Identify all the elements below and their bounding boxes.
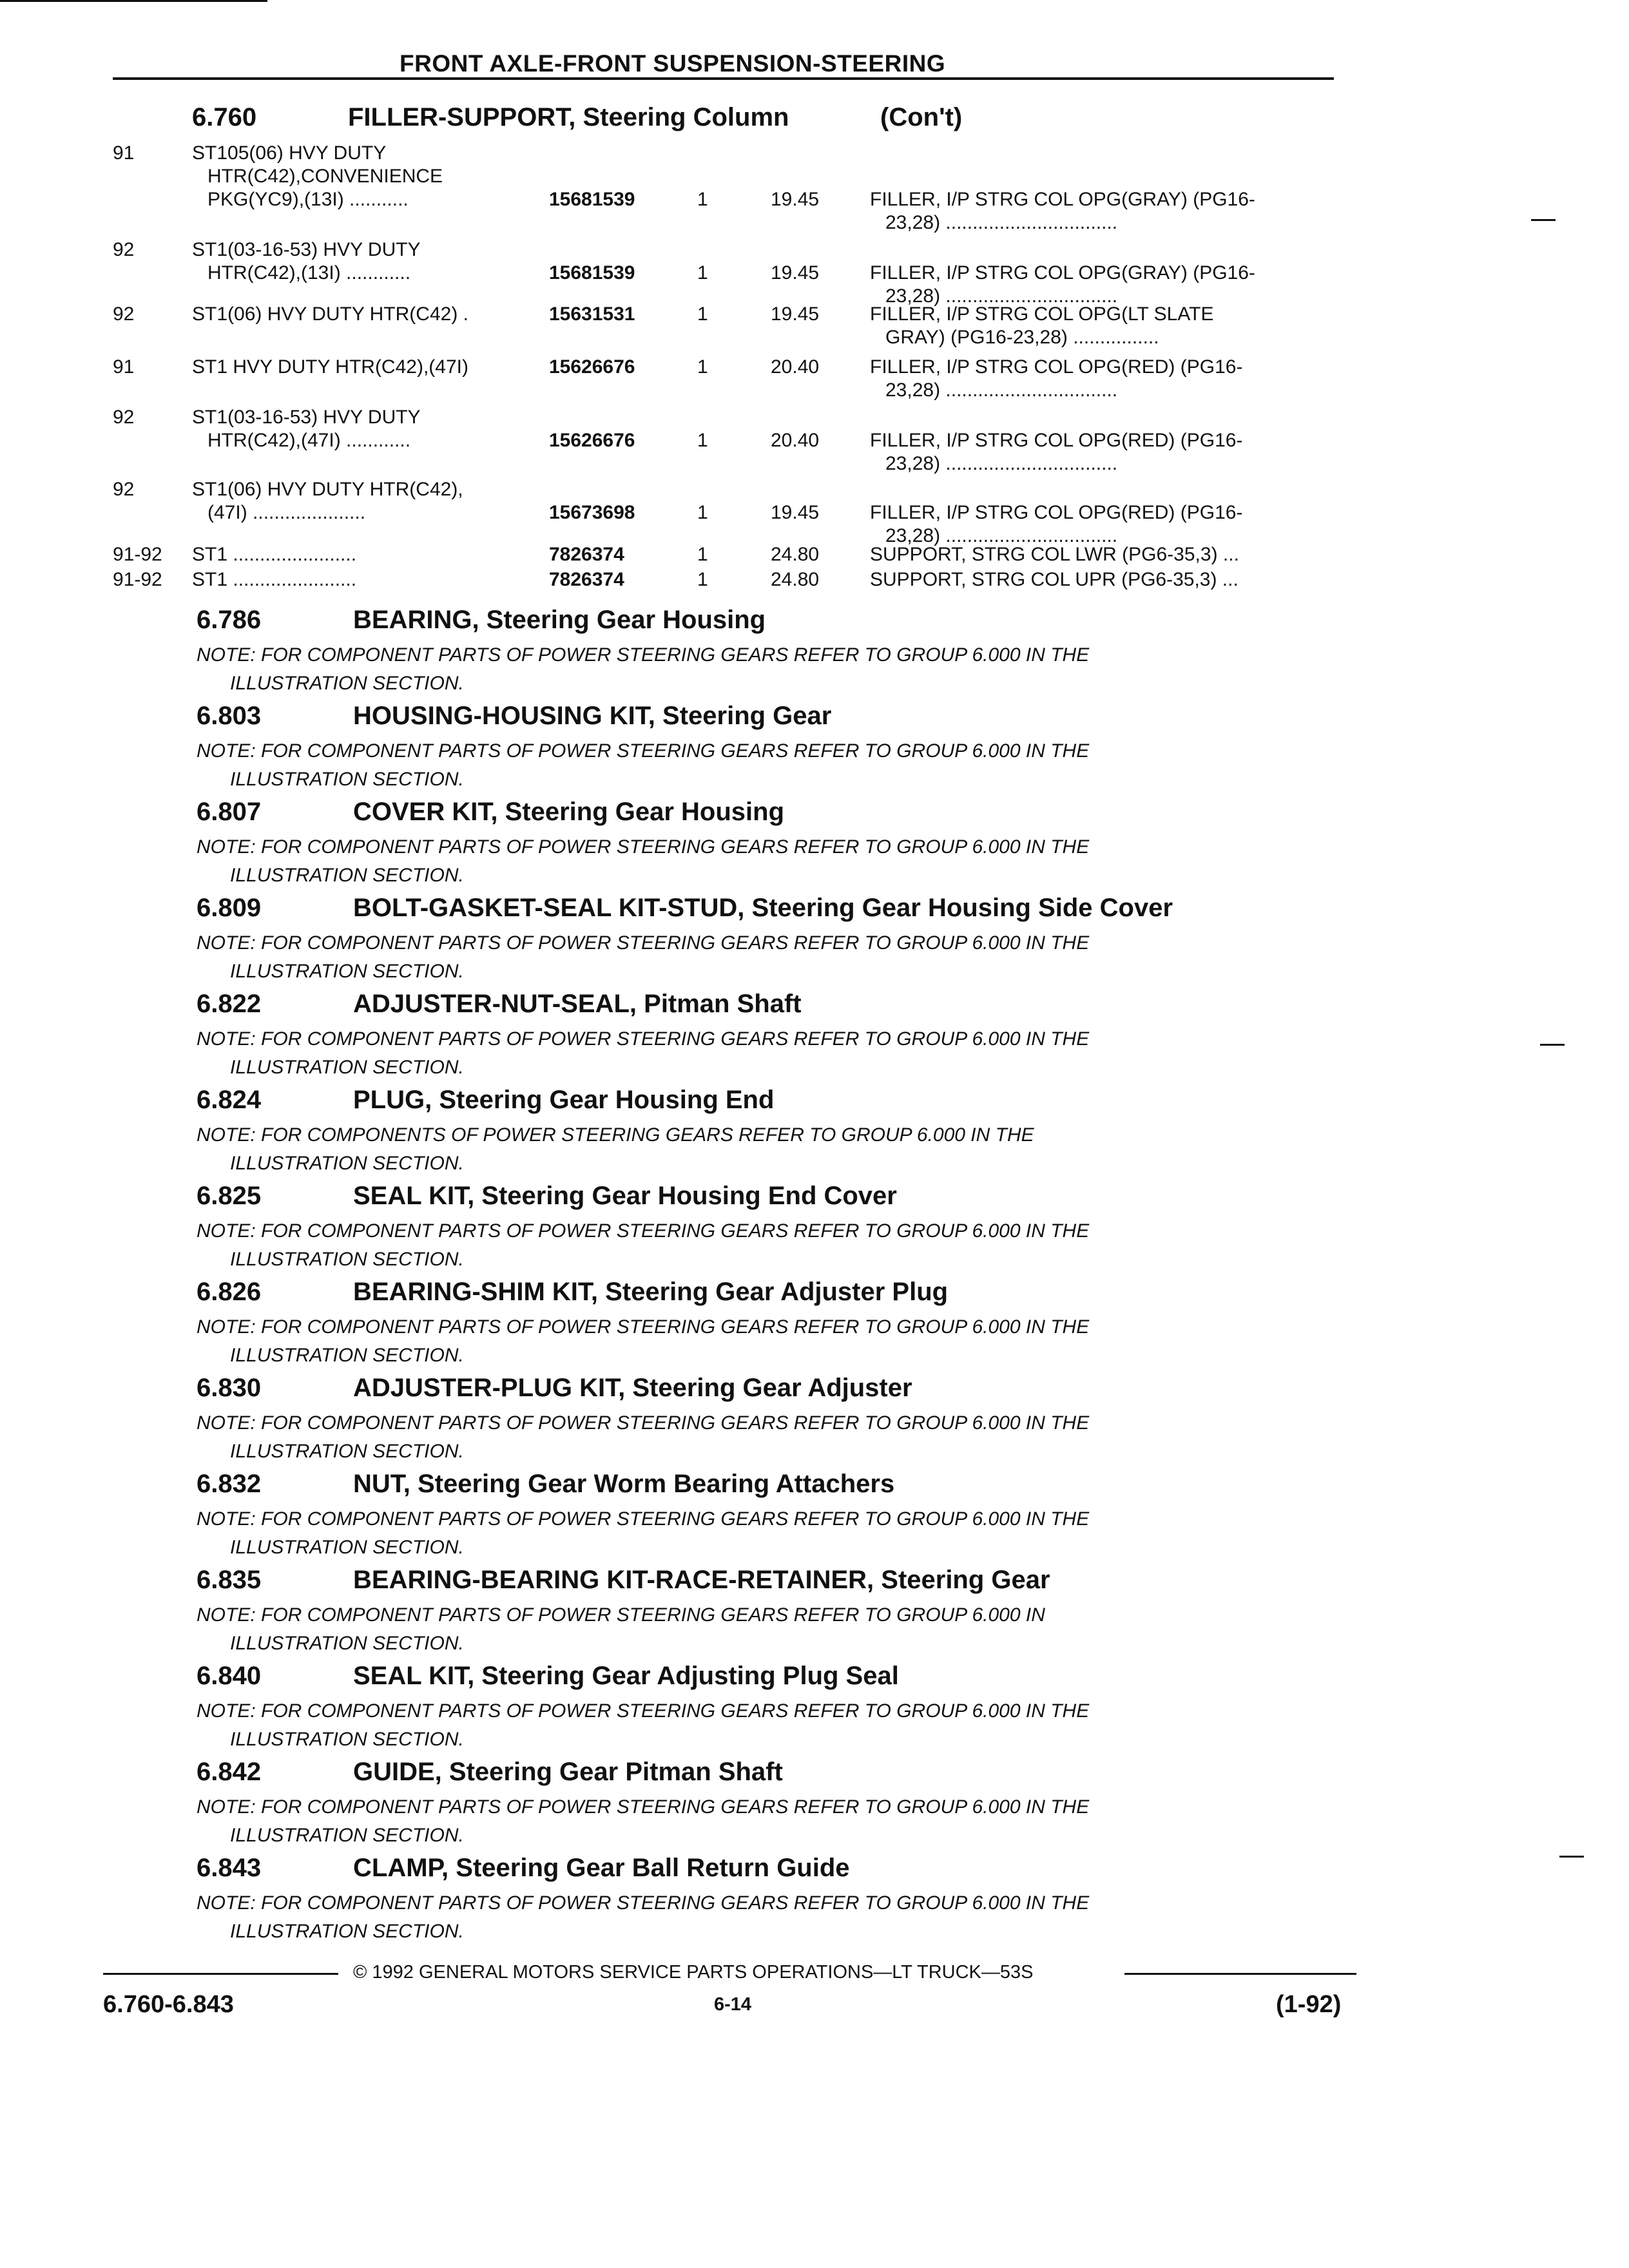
section-title: SEAL KIT, Steering Gear Adjusting Plug Seal <box>353 1662 899 1690</box>
section-note <box>197 1025 1089 1082</box>
row-part-number: 15626676 <box>549 356 635 378</box>
row-price: 20.40 <box>771 356 820 378</box>
row-part-description: SUPPORT, STRG COL LWR (PG6-35,3) ... <box>870 544 1239 565</box>
note-line: NOTE: FOR COMPONENT PARTS OF POWER STEERING GEARS REFER TO GROUP 6.000 IN THE <box>197 836 1090 858</box>
header-rule <box>113 77 1334 80</box>
section-note <box>197 1505 1089 1562</box>
note-line: ILLUSTRATION SECTION. <box>230 769 464 790</box>
row-year: 91 <box>113 356 135 378</box>
section-title: CLAMP, Steering Gear Ball Return Guide <box>353 1854 850 1882</box>
row-model-desc: HTR(C42),(13I) ............ <box>207 262 411 284</box>
note-line: ILLUSTRATION SECTION. <box>230 1921 464 1942</box>
section-title: HOUSING-HOUSING KIT, Steering Gear <box>353 702 832 730</box>
section-note <box>197 1409 1089 1466</box>
section-note <box>197 737 1089 794</box>
row-quantity: 1 <box>697 303 708 325</box>
note-line: ILLUSTRATION SECTION. <box>230 1441 464 1462</box>
note-line: NOTE: FOR COMPONENT PARTS OF POWER STEERING GEARS REFER TO GROUP 6.000 IN THE <box>197 1892 1090 1914</box>
section-number: 6.826 <box>197 1278 262 1306</box>
note-line: NOTE: FOR COMPONENT PARTS OF POWER STEERING GEARS REFER TO GROUP 6.000 IN THE <box>197 1508 1090 1530</box>
section-number: 6.824 <box>197 1086 262 1114</box>
note-line: NOTE: FOR COMPONENT PARTS OF POWER STEERING GEARS REFER TO GROUP 6.000 IN THE <box>197 1028 1090 1050</box>
row-model-desc: (47I) ..................... <box>207 502 366 523</box>
section-note <box>197 1601 1045 1658</box>
section-number: 6.825 <box>197 1182 262 1210</box>
row-year: 92 <box>113 479 135 500</box>
margin-mark <box>1559 1856 1584 1858</box>
note-line: NOTE: FOR COMPONENT PARTS OF POWER STEERING GEARS REFER TO GROUP 6.000 IN THE <box>197 932 1090 954</box>
section-title: NUT, Steering Gear Worm Bearing Attachers <box>353 1470 895 1498</box>
row-part-number: 15631531 <box>549 303 635 325</box>
row-part-description: 23,28) ................................ <box>885 525 1118 546</box>
footer-date: (1-92) <box>1276 1991 1342 2018</box>
row-part-number: 7826374 <box>549 569 624 590</box>
row-model-desc: ST105(06) HVY DUTY <box>192 142 387 164</box>
note-line: ILLUSTRATION SECTION. <box>230 1345 464 1366</box>
note-line: ILLUSTRATION SECTION. <box>230 1249 464 1270</box>
row-model-desc: HTR(C42),(47I) ............ <box>207 430 411 451</box>
section-number: 6.822 <box>197 990 262 1018</box>
note-line: ILLUSTRATION SECTION. <box>230 1633 464 1654</box>
section-number: 6.809 <box>197 894 262 922</box>
note-line: NOTE: FOR COMPONENTS OF POWER STEERING GEARS REFER TO GROUP 6.000 IN THE <box>197 1124 1034 1146</box>
row-part-description: 23,28) ................................ <box>885 453 1118 474</box>
note-line: ILLUSTRATION SECTION. <box>230 1537 464 1558</box>
note-line: ILLUSTRATION SECTION. <box>230 673 464 694</box>
section-number: 6.840 <box>197 1662 262 1690</box>
section-note <box>197 929 1089 986</box>
section-number: 6.803 <box>197 702 262 730</box>
section-title: BEARING-SHIM KIT, Steering Gear Adjuster Plug <box>353 1278 949 1306</box>
row-part-description: GRAY) (PG16-23,28) ................ <box>885 327 1159 348</box>
note-line: NOTE: FOR COMPONENT PARTS OF POWER STEERING GEARS REFER TO GROUP 6.000 IN THE <box>197 740 1090 762</box>
row-part-number: 7826374 <box>549 544 624 565</box>
row-model-desc: PKG(YC9),(13I) ........... <box>207 189 409 210</box>
note-line: ILLUSTRATION SECTION. <box>230 865 464 886</box>
note-line: NOTE: FOR COMPONENT PARTS OF POWER STEERING GEARS REFER TO GROUP 6.000 IN THE <box>197 1412 1090 1434</box>
note-line: NOTE: FOR COMPONENT PARTS OF POWER STEERING GEARS REFER TO GROUP 6.000 IN <box>197 1604 1045 1626</box>
top-edge-rule <box>0 0 267 2</box>
row-year: 91-92 <box>113 544 162 565</box>
row-price: 20.40 <box>771 430 820 451</box>
section-number: 6.830 <box>197 1374 262 1402</box>
row-part-description: SUPPORT, STRG COL UPR (PG6-35,3) ... <box>870 569 1239 590</box>
row-part-description: 23,28) ................................ <box>885 285 1118 307</box>
note-line: ILLUSTRATION SECTION. <box>230 961 464 982</box>
section-title: GUIDE, Steering Gear Pitman Shaft <box>353 1758 783 1786</box>
section-number: 6.843 <box>197 1854 262 1882</box>
section-note <box>197 1889 1089 1946</box>
row-model-desc: ST1(06) HVY DUTY HTR(C42), <box>192 479 463 500</box>
row-part-description: 23,28) ................................ <box>885 380 1118 401</box>
row-model-desc: ST1(03-16-53) HVY DUTY <box>192 239 421 260</box>
note-line: ILLUSTRATION SECTION. <box>230 1057 464 1078</box>
margin-mark <box>1540 1044 1565 1046</box>
row-price: 24.80 <box>771 569 820 590</box>
row-part-description: FILLER, I/P STRG COL OPG(GRAY) (PG16- <box>870 262 1255 284</box>
row-part-description: FILLER, I/P STRG COL OPG(GRAY) (PG16- <box>870 189 1255 210</box>
row-quantity: 1 <box>697 569 708 590</box>
row-part-description: FILLER, I/P STRG COL OPG(RED) (PG16- <box>870 356 1243 378</box>
row-price: 19.45 <box>771 303 820 325</box>
row-price: 19.45 <box>771 262 820 284</box>
section-title: BEARING, Steering Gear Housing <box>353 606 766 634</box>
row-model-desc: ST1 ....................... <box>192 569 357 590</box>
row-year: 92 <box>113 239 135 260</box>
section-title: BOLT-GASKET-SEAL KIT-STUD, Steering Gear Housing Side Cover <box>353 894 1173 922</box>
row-year: 92 <box>113 407 135 428</box>
section-title: ADJUSTER-NUT-SEAL, Pitman Shaft <box>353 990 802 1018</box>
footer-page-number: 6-14 <box>714 1994 752 2015</box>
row-quantity: 1 <box>697 430 708 451</box>
footer-range: 6.760-6.843 <box>103 1991 234 2018</box>
row-price: 24.80 <box>771 544 820 565</box>
section-number: 6.832 <box>197 1470 262 1498</box>
footer-rule-right <box>1124 1973 1356 1975</box>
row-quantity: 1 <box>697 544 708 565</box>
section-title: BEARING-BEARING KIT-RACE-RETAINER, Steering Gear <box>353 1566 1050 1594</box>
row-quantity: 1 <box>697 189 708 210</box>
row-year: 91 <box>113 142 135 164</box>
row-model-desc: ST1(06) HVY DUTY HTR(C42) . <box>192 303 468 325</box>
footer-copyright: © 1992 GENERAL MOTORS SERVICE PARTS OPERATIONS—LT TRUCK—53S <box>353 1962 1034 1983</box>
row-price: 19.45 <box>771 189 820 210</box>
row-model-desc: HTR(C42),CONVENIENCE <box>207 166 443 187</box>
section-number: 6.786 <box>197 606 262 634</box>
row-model-desc: ST1 HVY DUTY HTR(C42),(47I) <box>192 356 468 378</box>
group-continued-label: (Con't) <box>880 103 963 131</box>
row-quantity: 1 <box>697 262 708 284</box>
section-note <box>197 1121 1034 1178</box>
row-price: 19.45 <box>771 502 820 523</box>
group-number: 6.760 <box>192 103 257 131</box>
section-title: ADJUSTER-PLUG KIT, Steering Gear Adjuster <box>353 1374 912 1402</box>
section-title: COVER KIT, Steering Gear Housing <box>353 798 785 826</box>
note-line: ILLUSTRATION SECTION. <box>230 1153 464 1174</box>
note-line: NOTE: FOR COMPONENT PARTS OF POWER STEERING GEARS REFER TO GROUP 6.000 IN THE <box>197 1316 1090 1338</box>
row-year: 91-92 <box>113 569 162 590</box>
row-model-desc: ST1(03-16-53) HVY DUTY <box>192 407 421 428</box>
note-line: ILLUSTRATION SECTION. <box>230 1825 464 1846</box>
note-line: ILLUSTRATION SECTION. <box>230 1729 464 1750</box>
row-quantity: 1 <box>697 356 708 378</box>
section-note <box>197 641 1089 698</box>
page-header-title: FRONT AXLE-FRONT SUSPENSION-STEERING <box>400 50 946 77</box>
row-part-number: 15681539 <box>549 189 635 210</box>
note-line: NOTE: FOR COMPONENT PARTS OF POWER STEERING GEARS REFER TO GROUP 6.000 IN THE <box>197 1220 1090 1242</box>
row-year: 92 <box>113 303 135 325</box>
section-note <box>197 1313 1089 1370</box>
row-quantity: 1 <box>697 502 708 523</box>
section-title: PLUG, Steering Gear Housing End <box>353 1086 775 1114</box>
section-number: 6.842 <box>197 1758 262 1786</box>
footer-rule-left <box>103 1973 338 1975</box>
row-model-desc: ST1 ....................... <box>192 544 357 565</box>
row-part-description: FILLER, I/P STRG COL OPG(LT SLATE <box>870 303 1214 325</box>
section-note <box>197 1217 1089 1274</box>
group-title: FILLER-SUPPORT, Steering Column <box>348 103 789 131</box>
row-part-description: FILLER, I/P STRG COL OPG(RED) (PG16- <box>870 502 1243 523</box>
section-number: 6.807 <box>197 798 262 826</box>
note-line: NOTE: FOR COMPONENT PARTS OF POWER STEERING GEARS REFER TO GROUP 6.000 IN THE <box>197 1796 1090 1818</box>
section-note <box>197 833 1089 890</box>
row-part-description: 23,28) ................................ <box>885 212 1118 233</box>
section-note <box>197 1697 1089 1754</box>
section-title: SEAL KIT, Steering Gear Housing End Cover <box>353 1182 897 1210</box>
section-number: 6.835 <box>197 1566 262 1594</box>
note-line: NOTE: FOR COMPONENT PARTS OF POWER STEERING GEARS REFER TO GROUP 6.000 IN THE <box>197 1700 1090 1722</box>
row-part-description: FILLER, I/P STRG COL OPG(RED) (PG16- <box>870 430 1243 451</box>
section-note <box>197 1793 1089 1850</box>
note-line: NOTE: FOR COMPONENT PARTS OF POWER STEERING GEARS REFER TO GROUP 6.000 IN THE <box>197 644 1090 666</box>
margin-mark <box>1531 219 1556 221</box>
row-part-number: 15681539 <box>549 262 635 284</box>
row-part-number: 15673698 <box>549 502 635 523</box>
row-part-number: 15626676 <box>549 430 635 451</box>
